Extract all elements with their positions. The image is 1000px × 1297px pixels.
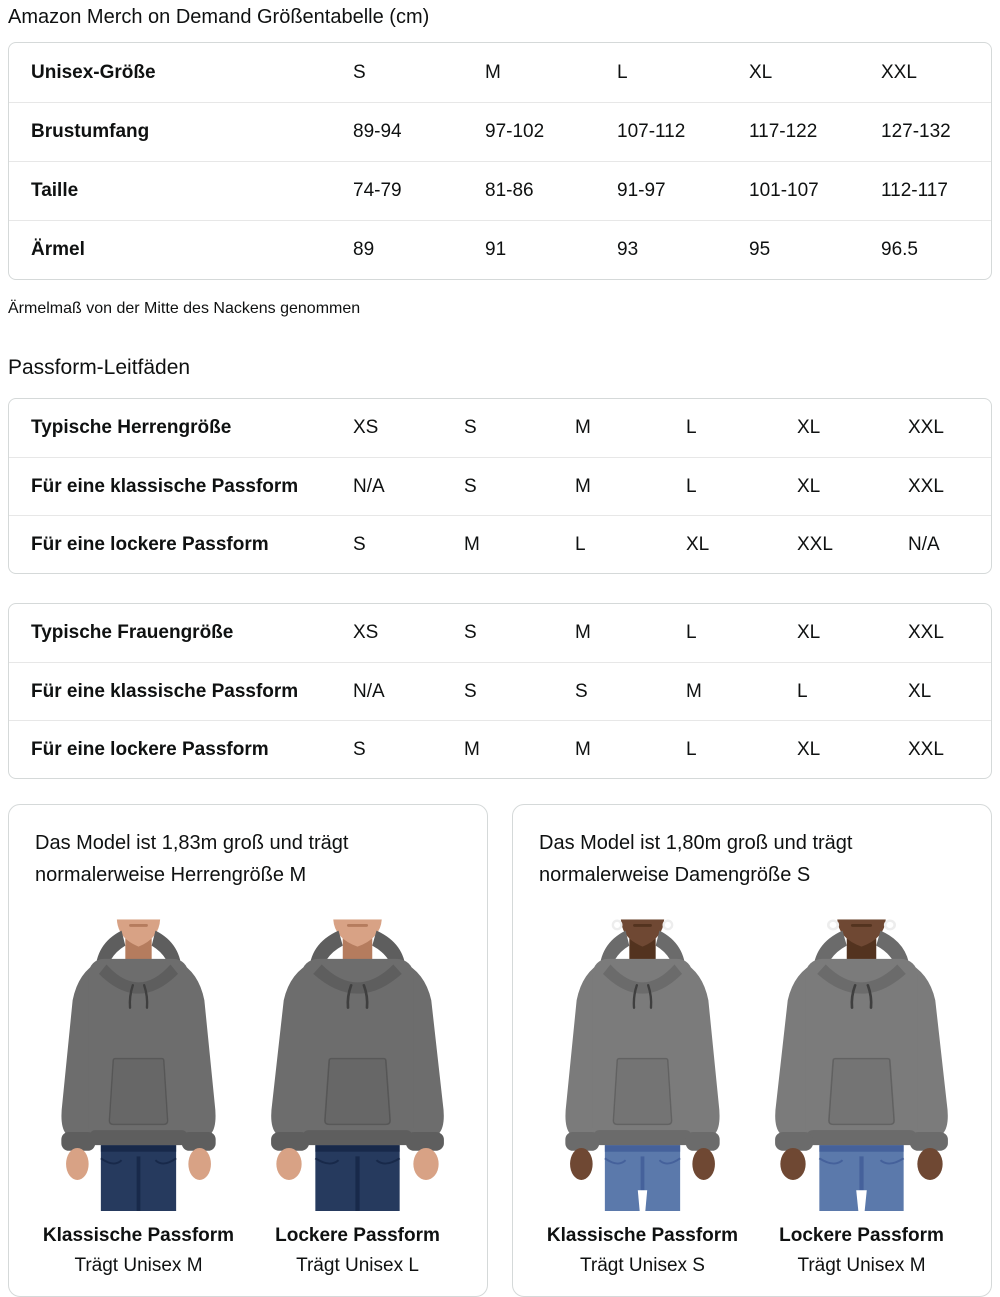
row-label: Für eine lockere Passform [31,533,269,555]
fit-label: Lockere Passform [779,1225,944,1246]
fit-guides-heading: Passform-Leitfäden [8,356,191,379]
size-cell: 89-94 [353,121,402,142]
size-cell: XL [797,738,821,760]
size-cell: 127-132 [881,121,951,142]
size-cell: 93 [617,239,639,260]
row-label: Typische Frauengröße [31,622,234,643]
size-cell: XXL [908,622,944,643]
size-cell: S [464,622,477,643]
size-cell: S [575,680,588,702]
size-cell: S [464,475,477,497]
table-row [9,43,991,102]
size-cell: XXL [881,61,917,83]
fit-label: Klassische Passform [42,1225,235,1246]
table-row [9,604,991,662]
table-row [9,161,991,220]
row-label: Unisex-Größe [31,61,156,83]
photo-captions [35,1221,461,1281]
model-photo-classic-fit-female [539,905,746,1211]
size-cell: S [464,680,477,702]
size-cell: M [464,738,480,760]
size-cell: XXL [908,475,944,497]
size-cell: 97-102 [485,121,545,142]
figure-caption [539,1221,746,1281]
table-row [9,720,991,778]
size-cell: L [686,417,697,438]
size-cell: M [575,475,591,497]
size-worn-label: Trägt Unisex M [797,1255,926,1276]
size-cell: XXL [908,417,944,438]
size-cell: M [485,61,501,83]
size-cell: 117-122 [749,121,818,142]
size-cell: L [617,61,628,83]
size-cell: 81-86 [485,180,534,201]
photo-captions [539,1221,965,1281]
size-chart-page [8,4,992,1297]
row-label: Für eine lockere Passform [31,738,269,760]
page-title: Amazon Merch on Demand Größentabelle (cm) [8,6,430,28]
size-cell: XL [797,475,821,497]
model-photos [35,905,461,1211]
size-cell: 112-117 [881,180,948,201]
size-cell: L [575,533,586,555]
size-cell: XXL [908,738,944,760]
size-cell: L [686,475,697,497]
table-row [9,399,991,457]
size-worn-label: Trägt Unisex M [74,1255,203,1276]
size-cell: N/A [908,533,940,555]
fit-label: Lockere Passform [275,1225,440,1246]
size-cell: 95 [749,239,771,260]
size-cell: 91 [485,239,507,260]
size-cell: 96.5 [881,239,918,260]
size-cell: S [353,61,366,83]
size-cell: L [686,738,697,760]
size-cell: 74-79 [353,180,402,201]
size-worn-label: Trägt Unisex S [580,1255,705,1276]
row-label: Typische Herrengröße [31,417,232,438]
womens-fit-table [8,603,992,779]
size-cell: S [353,738,366,760]
size-cell: XXL [797,533,833,555]
size-cell: M [464,533,480,555]
size-cell: XL [797,622,821,643]
size-worn-label: Trägt Unisex L [296,1255,419,1276]
table-row [9,515,991,573]
mens-fit-table [8,398,992,574]
mens-model-card [8,804,488,1297]
sleeve-note: Ärmelmaß von der Mitte des Nackens genommen [8,300,361,317]
model-description: Das Model ist 1,80m groß und trägt normalerweise Damengröße S [539,832,853,886]
size-cell: 107-112 [617,121,686,142]
size-cell: S [353,533,366,555]
figure-caption [758,1221,965,1281]
table-row [9,662,991,720]
size-cell: L [686,622,697,643]
size-cell: N/A [353,475,385,497]
row-label: Ärmel [31,239,85,260]
row-label: Für eine klassische Passform [31,680,299,702]
fit-label: Klassische Passform [546,1225,739,1246]
size-cell: M [575,622,591,643]
model-photo-classic-fit-male [35,905,242,1211]
row-label: Taille [31,180,79,201]
size-cell: N/A [353,680,385,702]
size-cell: XL [749,61,773,83]
table-row [9,457,991,515]
model-photos [539,905,965,1211]
size-cell: XS [353,417,379,438]
row-label: Für eine klassische Passform [31,475,299,497]
size-cell: XL [908,680,932,702]
size-cell: S [464,417,477,438]
size-cell: L [797,680,808,702]
figure-caption [254,1221,461,1281]
size-cell: M [575,417,591,438]
size-cell: M [686,680,702,702]
size-cell: 101-107 [749,180,819,201]
womens-model-card [512,804,992,1297]
size-cell: M [575,738,591,760]
size-cell: XS [353,622,379,643]
figure-caption [35,1221,242,1281]
row-label: Brustumfang [31,121,150,142]
model-description: Das Model ist 1,83m groß und trägt normalerweise Herrengröße M [35,832,349,886]
table-row [9,220,991,279]
size-cell: XL [797,417,821,438]
model-cards [8,804,992,1297]
size-cell: XL [686,533,710,555]
unisex-size-table [8,42,992,280]
table-row [9,102,991,161]
model-photo-loose-fit-female [758,905,965,1211]
size-cell: 91-97 [617,180,666,201]
size-cell: 89 [353,239,375,260]
model-photo-loose-fit-male [254,905,461,1211]
